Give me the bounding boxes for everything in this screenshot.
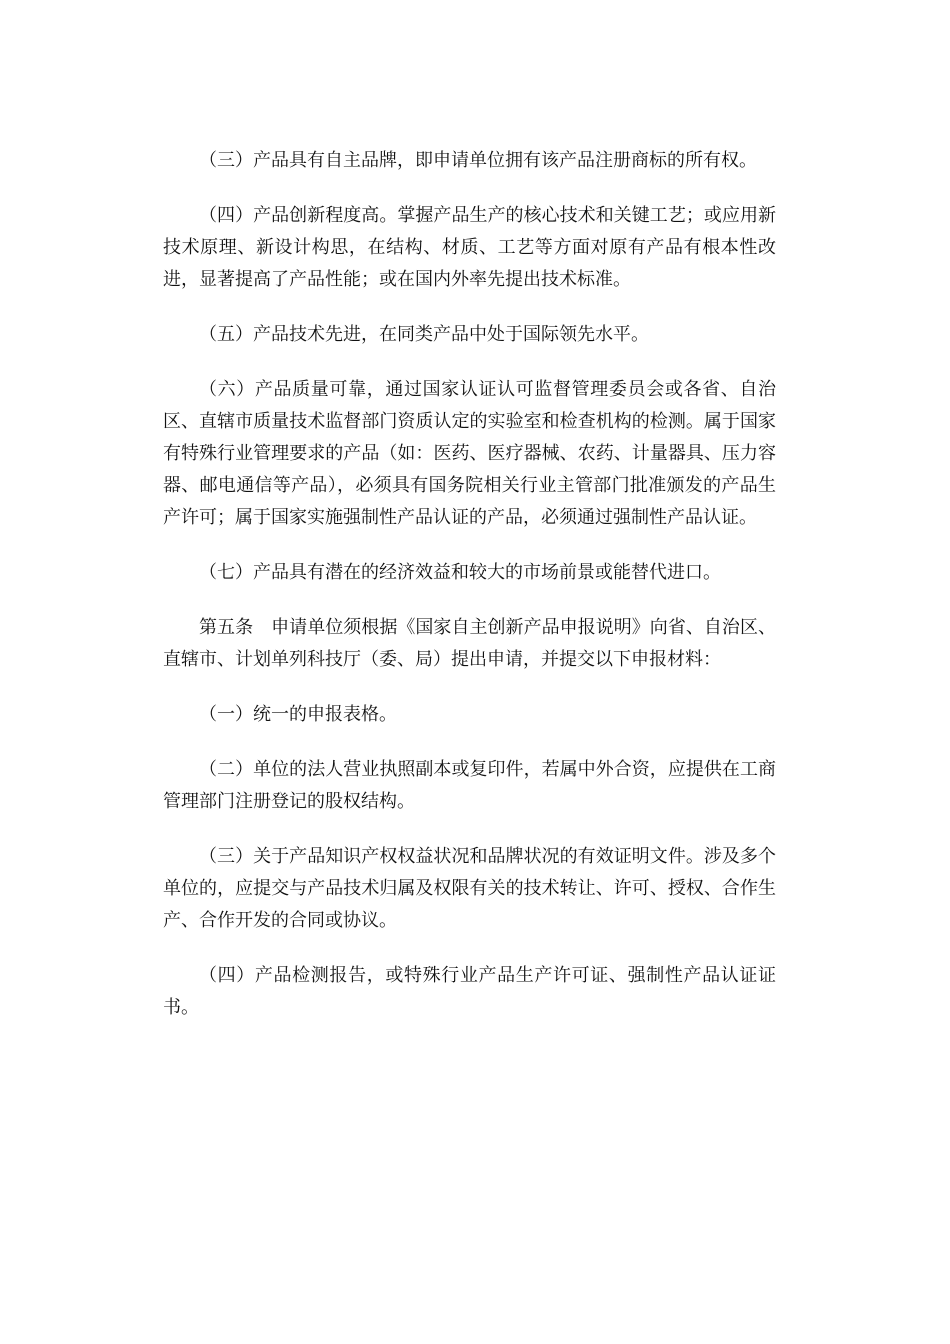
material-4-report: （四）产品检测报告，或特殊行业产品生产许可证、强制性产品认证证书。 bbox=[163, 965, 776, 1018]
material-3-ip: （三）关于产品知识产权权益状况和品牌状况的有效证明文件。涉及多个单位的，应提交与产品技术归属及权限有关的技术转让、许可、授权、合作生产、合作开发的合同或协议。 bbox=[163, 846, 776, 931]
paragraph-7-market: （七）产品具有潜在的经济效益和较大的市场前景或能替代进口。 bbox=[199, 562, 721, 583]
document-body bbox=[163, 145, 776, 1047]
paragraph-5-advanced: （五）产品技术先进，在同类产品中处于国际领先水平。 bbox=[199, 324, 649, 345]
paragraph-4-innovation: （四）产品创新程度高。掌握产品生产的核心技术和关键工艺；或应用新技术原理、新设计构思，在结构、材质、工艺等方面对原有产品有根本性改进，显著提高了产品性能；或在国内外率先提出技术标准。 bbox=[163, 205, 776, 290]
paragraph-3-brand: （三）产品具有自主品牌，即申请单位拥有该产品注册商标的所有权。 bbox=[199, 150, 757, 171]
material-1-form: （一）统一的申报表格。 bbox=[199, 704, 397, 725]
material-2-license: （二）单位的法人营业执照副本或复印件，若属中外合资，应提供在工商管理部门注册登记的股权结构。 bbox=[163, 759, 776, 812]
paragraph-6-quality: （六）产品质量可靠，通过国家认证认可监督管理委员会或各省、自治区、直辖市质量技术监督部门资质认定的实验室和检查机构的检测。属于国家有特殊行业管理要求的产品（如：医药、医疗器械、农药、计量器具、压力容器、邮电通信等产品），必须具有国务院相关行业主管部门批准颁发的产品生产许可；属于国家实施强制性产品认证的产品，必须通过强制性产品认证。 bbox=[163, 379, 776, 528]
article-5: 第五条 申请单位须根据《国家自主创新产品申报说明》向省、自治区、直辖市、计划单列科技厅（委、局）提出申请，并提交以下申报材料： bbox=[163, 617, 776, 670]
